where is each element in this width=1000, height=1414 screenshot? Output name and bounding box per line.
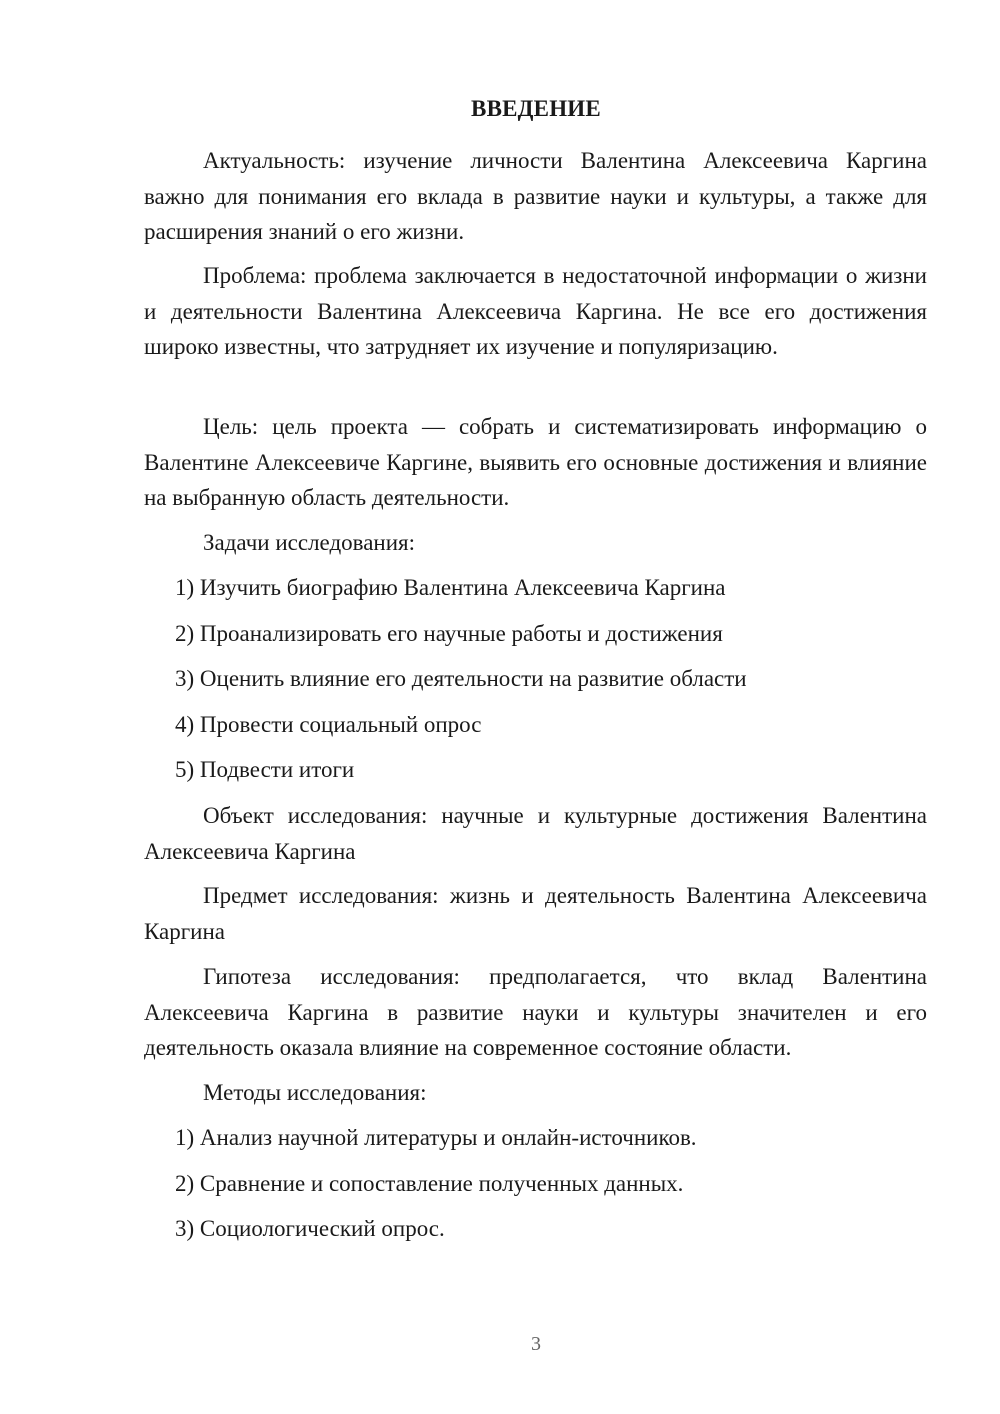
object-paragraph: Объект исследования: научные и культурные достижения Валентина Алексеевича Каргина — [144, 803, 927, 864]
task-item-5: 5) Подвести итоги — [175, 757, 355, 782]
problem-paragraph: Проблема: проблема заключается в недостаточной информации о жизни и деятельности Валентина Алексеевича Каргина. Не все его достижения широко известны, что затрудняет их изучение и популяризацию. — [144, 263, 927, 359]
task-item-2: 2) Проанализировать его научные работы и достижения — [175, 621, 723, 646]
goal-paragraph: Цель: цель проекта — собрать и систематизировать информацию о Валентине Алексеевиче Каргине, выявить его основные достижения и влияние на выбранную область деятельности. — [144, 414, 927, 510]
task-item-3: 3) Оценить влияние его деятельности на развитие области — [175, 666, 747, 691]
subject-paragraph: Предмет исследования: жизнь и деятельность Валентина Алексеевича Каргина — [144, 883, 927, 944]
relevance-paragraph: Актуальность: изучение личности Валентина Алексеевича Каргина важно для понимания его вклада в развитие науки и культуры, а также для расширения знаний о его жизни. — [144, 148, 927, 244]
method-item-2: 2) Сравнение и сопоставление полученных данных. — [175, 1171, 684, 1196]
methods-label: Методы исследования: — [203, 1080, 427, 1105]
section-heading: ВВЕДЕНИЕ — [471, 96, 601, 121]
tasks-label: Задачи исследования: — [203, 530, 416, 555]
page-number: 3 — [531, 1333, 541, 1355]
task-item-4: 4) Провести социальный опрос — [175, 712, 482, 737]
method-item-1: 1) Анализ научной литературы и онлайн-источников. — [175, 1125, 697, 1150]
task-item-1: 1) Изучить биографию Валентина Алексеевича Каргина — [175, 575, 726, 600]
hypothesis-paragraph: Гипотеза исследования: предполагается, что вклад Валентина Алексеевича Каргина в развитие науки и культуры значителен и его деятельность оказала влияние на современное состояние области. — [144, 964, 927, 1060]
method-item-3: 3) Социологический опрос. — [175, 1216, 445, 1241]
